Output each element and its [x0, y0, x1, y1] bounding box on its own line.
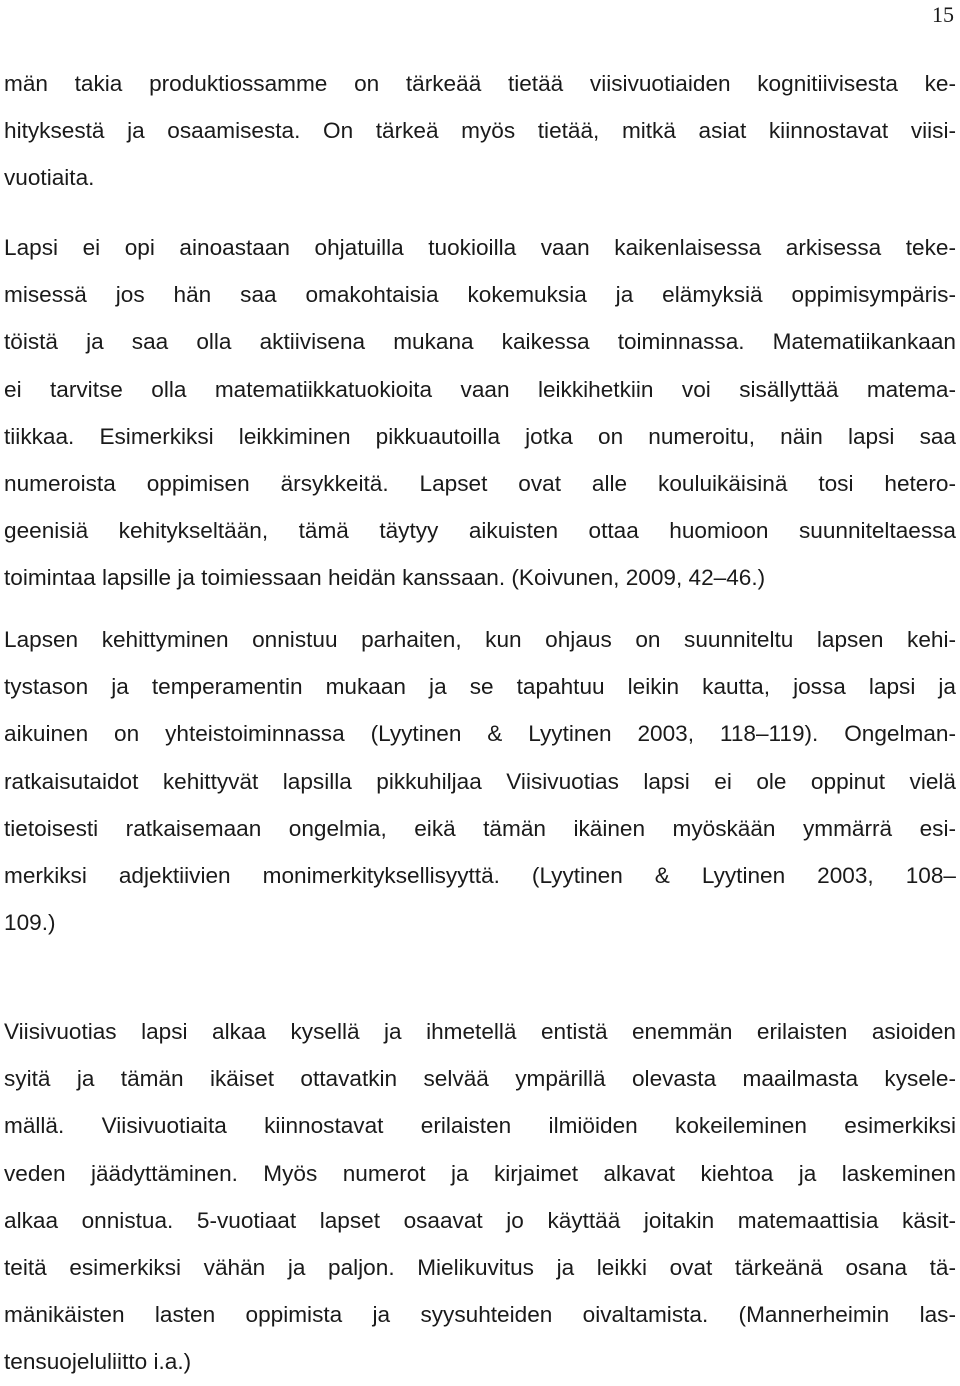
text-line: tietoisesti ratkaisemaan ongelmia, eikä tämän ikäinen myöskään ymmärrä esi- — [4, 815, 956, 841]
paragraph-4 — [4, 1008, 956, 1386]
text-line: teitä esimerkiksi vähän ja paljon. Mielikuvitus ja leikki ovat tärkeänä osana tä- — [4, 1254, 956, 1280]
page-number: 15 — [932, 2, 954, 27]
text-line: hityksestä ja osaamisesta. On tärkeä myös tietää, mitkä asiat kiinnostavat viisi- — [4, 118, 956, 144]
text-line: tiikkaa. Esimerkiksi leikkiminen pikkuautoilla jotka on numeroitu, näin lapsi saa — [4, 423, 956, 449]
text-line: mällä. Viisivuotiaita kiinnostavat erilaisten ilmiöiden kokeileminen esimerkiksi — [4, 1113, 956, 1139]
text-line: Lapsi ei opi ainoastaan ohjatuilla tuokioilla vaan kaikenlaisessa arkisessa teke- — [4, 235, 956, 260]
text-line: numeroista oppimisen ärsykkeitä. Lapset ovat alle kouluikäisinä tosi hetero- — [4, 470, 956, 496]
paragraph-3 — [4, 616, 956, 946]
text-line: tensuojeluliitto i.a.) — [4, 1349, 192, 1375]
text-line: Lapsen kehittyminen onnistuu parhaiten, kun ohjaus on suunniteltu lapsen kehi- — [4, 627, 956, 652]
text-line: töistä ja saa olla aktiivisena mukana kaikessa toiminnassa. Matematiikankaan — [4, 329, 956, 355]
text-line: aikuinen on yhteistoiminnassa (Lyytinen & Lyytinen 2003, 118–119). Ongelman- — [4, 721, 956, 747]
text-line: vuotiaita. — [4, 165, 95, 191]
text-line: veden jäädyttäminen. Myös numerot ja kirjaimet alkavat kiehtoa ja laskeminen — [4, 1160, 956, 1186]
text-line: tystason ja temperamentin mukaan ja se tapahtuu leikin kautta, jossa lapsi ja — [4, 674, 956, 700]
text-line: mänikäisten lasten oppimista ja syysuhteiden oivaltamista. (Mannerheimin las- — [4, 1302, 956, 1328]
text-line: ei tarvitse olla matematiikkatuokioita vaan leikkihetkiin voi sisällyttää matema- — [4, 376, 956, 402]
paragraph-1 — [4, 60, 956, 202]
text-line: misessä jos hän saa omakohtaisia kokemuksia ja elämyksiä oppimisympäris- — [4, 282, 956, 308]
paragraph-2 — [4, 224, 956, 602]
text-line: män takia produktiossamme on tärkeää tietää viisivuotiaiden kognitiivisesta ke- — [4, 71, 956, 96]
text-line: merkiksi adjektiivien monimerkityksellisyyttä. (Lyytinen & Lyytinen 2003, 108– — [4, 862, 956, 888]
document-body — [4, 60, 956, 1375]
text-line: ratkaisutaidot kehittyvät lapsilla pikkuhiljaa Viisivuotias lapsi ei ole oppinut vielä — [4, 768, 956, 794]
text-line: syitä ja tämän ikäiset ottavatkin selvää ympärillä olevasta maailmasta kysele- — [4, 1066, 956, 1092]
text-line: toimintaa lapsille ja toimiessaan heidän kanssaan. (Koivunen, 2009, 42–46.) — [4, 565, 766, 591]
text-line: 109.) — [4, 910, 56, 936]
text-line: geenisiä kehitykseltään, tämä täytyy aikuisten ottaa huomioon suunniteltaessa — [4, 518, 956, 544]
text-line: Viisivuotias lapsi alkaa kysellä ja ihmetellä entistä enemmän erilaisten asioiden — [4, 1019, 956, 1044]
text-line: alkaa onnistua. 5-vuotiaat lapset osaavat jo käyttää joitakin matemaattisia käsit- — [4, 1207, 956, 1233]
